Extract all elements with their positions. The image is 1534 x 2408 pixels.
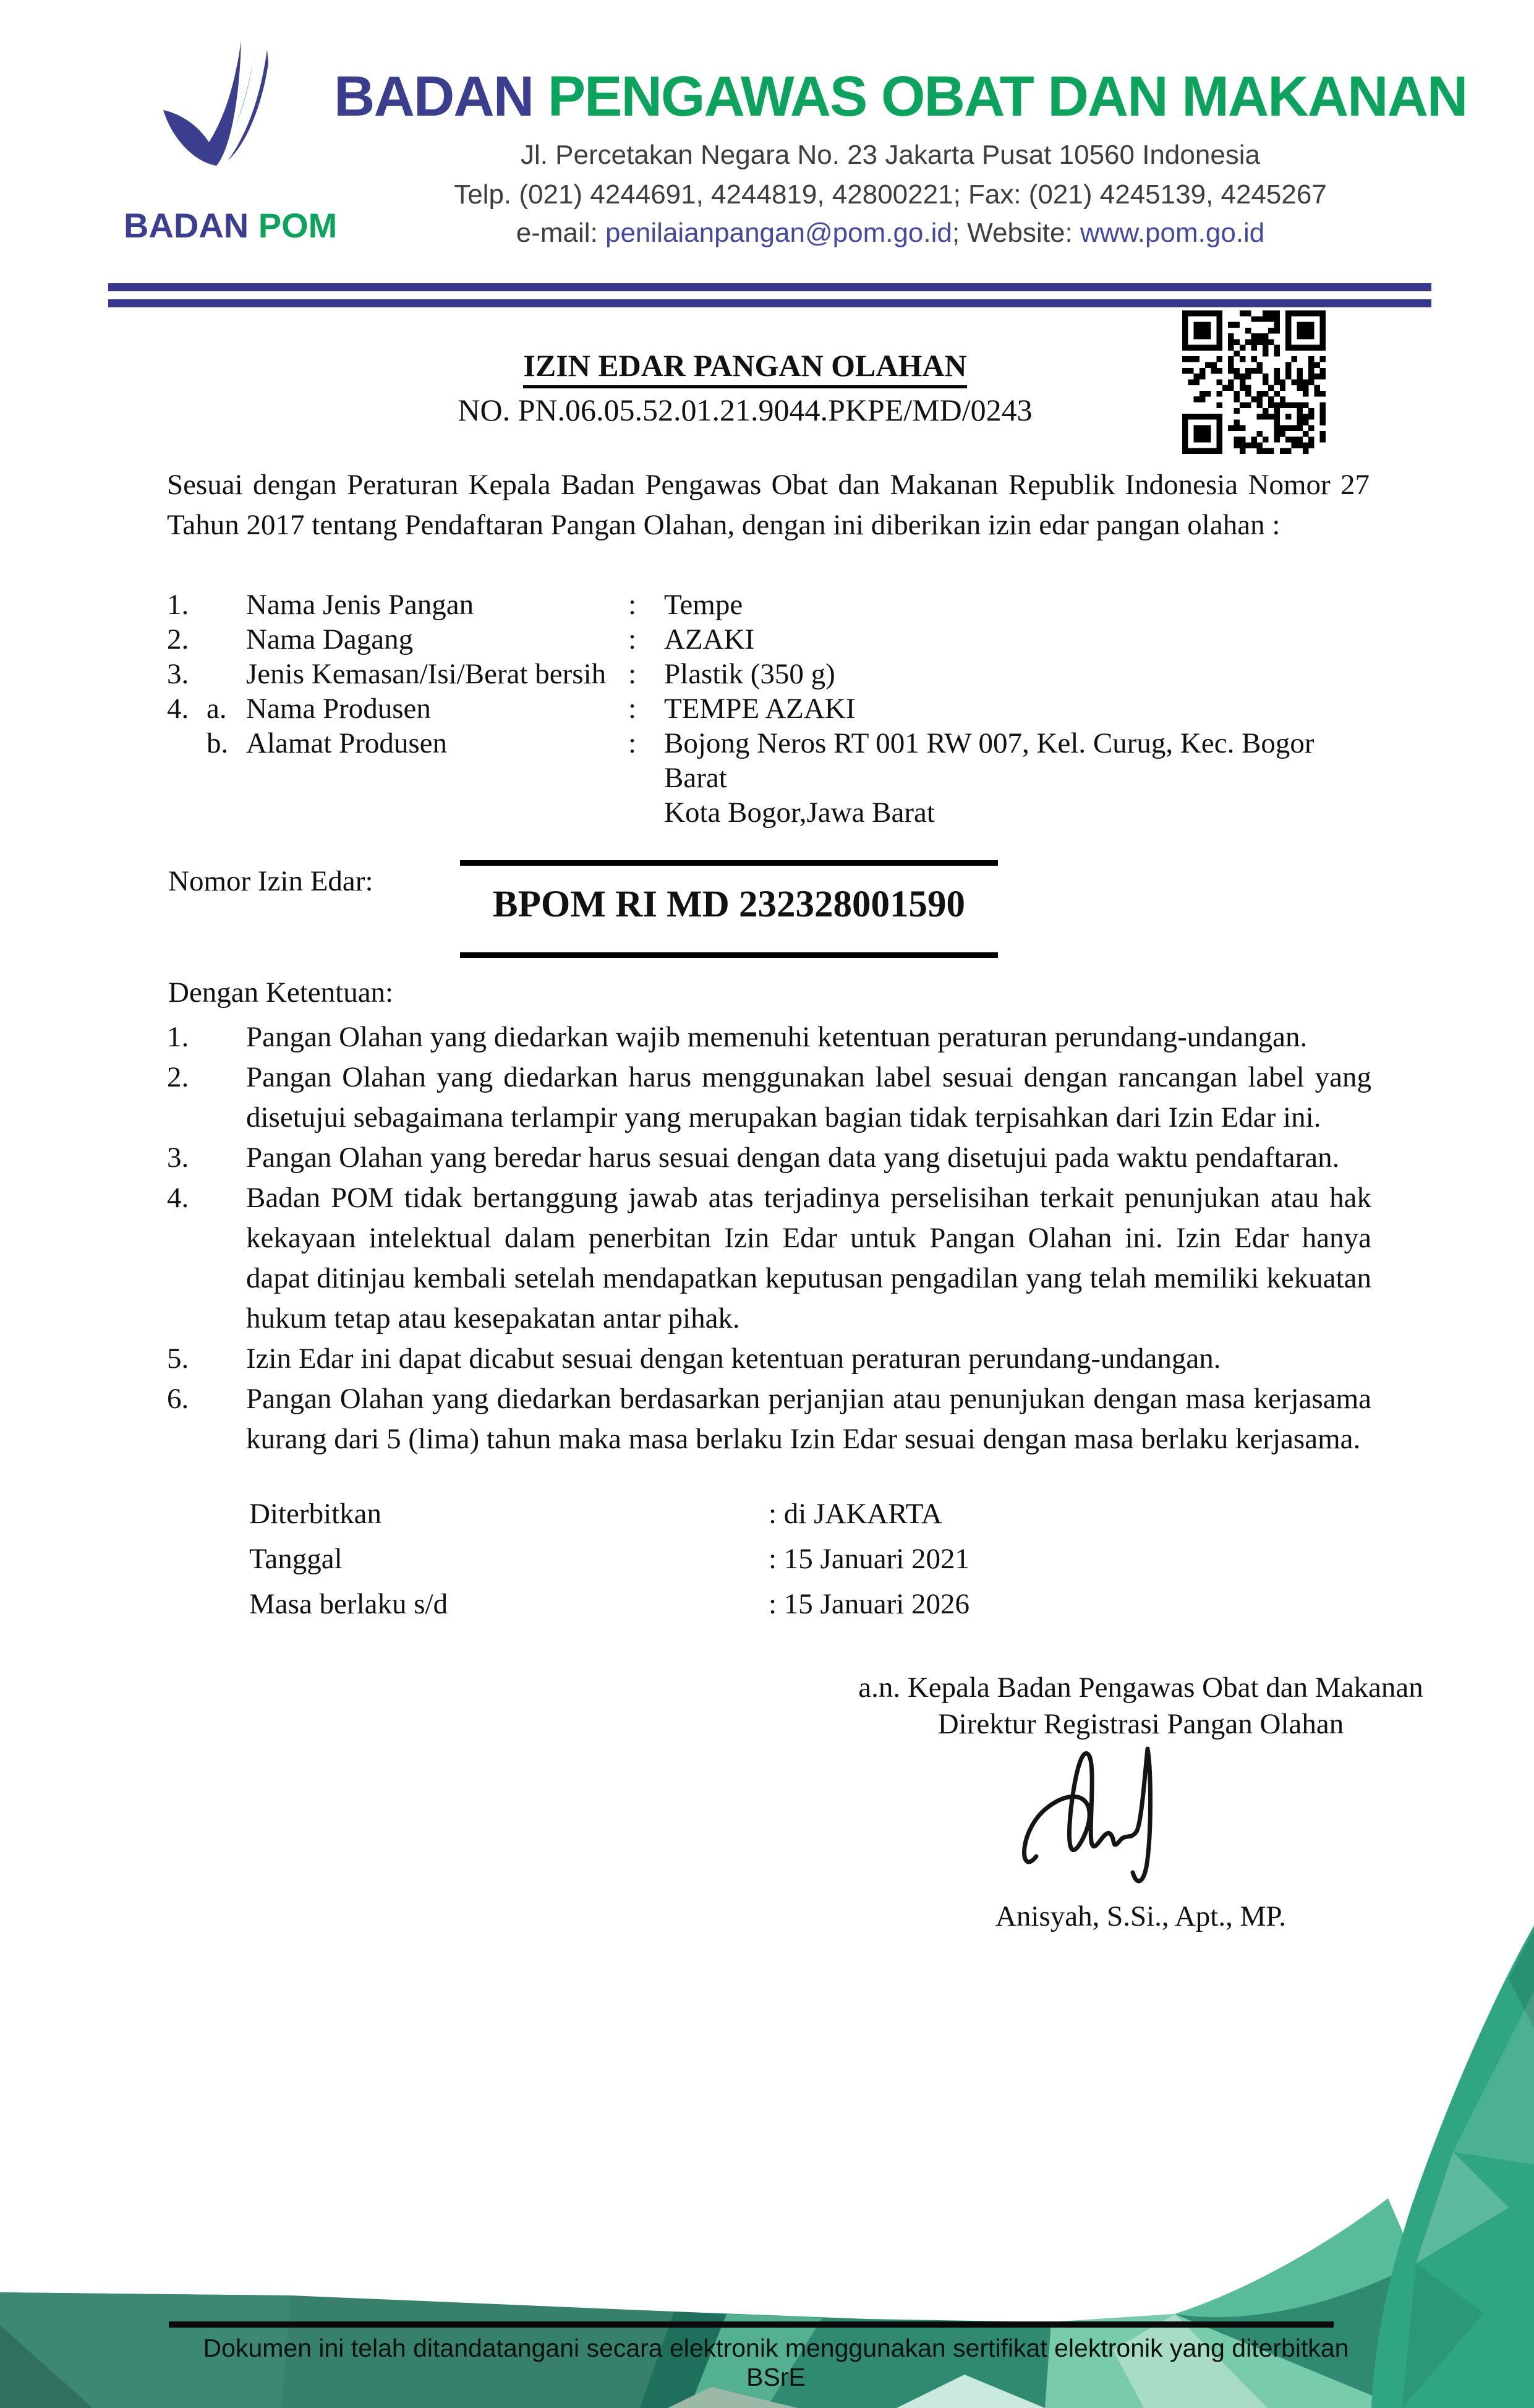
term-text: Pangan Olahan yang diedarkan harus menggunakan label sesuai dengan rancangan label yang disetujui sebagaimana terlampir yang merupakan bagian tidak terpisahkan dari Izin Edar ini. [246, 1061, 1371, 1134]
term-text: Pangan Olahan yang diedarkan wajib memenuhi ketentuan peraturan perundang-undangan. [246, 1021, 1308, 1053]
terms-list [167, 1017, 1371, 1459]
detail-colon: : [628, 623, 637, 655]
issued-label: Masa berlaku s/d [249, 1588, 448, 1620]
signatory-position: Direktur Registrasi Pangan Olahan [937, 1708, 1344, 1740]
website-link[interactable]: www.pom.go.id [1080, 218, 1265, 248]
term-text: Pangan Olahan yang beredar harus sesuai dengan data yang disetujui pada waktu pendaftaran. [246, 1142, 1340, 1174]
footer-note: Dokumen ini telah ditandatangani secara elektronik menggunakan sertifikat elektronik yang diterbitkan BSrE [203, 2334, 1349, 2391]
logo-wordmark [124, 205, 338, 245]
detail-letter: a. [207, 693, 227, 725]
terms-title: Dengan Ketentuan: [168, 976, 394, 1009]
header-divider-top [108, 283, 1431, 291]
issued-row [249, 1500, 1368, 1529]
detail-number: 4. [167, 693, 189, 725]
document-number: NO. PN.06.05.52.01.21.9044.PKPE/MD/0243 [458, 393, 1033, 427]
detail-number: 1. [167, 589, 189, 621]
email-label: e-mail: [516, 218, 605, 248]
term-number: 6. [167, 1383, 189, 1415]
email-link[interactable]: penilaianpangan@pom.go.id [605, 218, 952, 248]
signatory-block [829, 1670, 1453, 1743]
detail-value: TEMPE AZAKI [664, 693, 856, 725]
detail-value: Plastik (350 g) [664, 658, 835, 690]
detail-row [167, 587, 1371, 622]
detail-colon: : [628, 589, 637, 621]
permit-number-label: Nomor Izin Edar: [168, 865, 373, 897]
header-divider-bottom [108, 299, 1431, 307]
term-text: Badan POM tidak bertanggung jawab atas terjadinya perselisihan terkait penunjukan atau hak kekayaan intelektual dalam penerbitan Izin Edar untuk Pangan Olahan ini. Izin Edar hanya dapat ditinjau kembali setelah mendapatkan keputusan pengadilan yang telah memiliki kekuatan hukum tetap atau kesepakatan antar pihak. [246, 1182, 1371, 1334]
signatory-on-behalf: a.n. Kepala Badan Pengawas Obat dan Makanan [858, 1672, 1423, 1704]
agency-phone-fax: Telp. (021) 4244691, 4244819, 42800221; Fax: (021) 4245139, 4245267 [454, 179, 1327, 210]
detail-number: 2. [167, 623, 189, 655]
issued-value: : 15 Januari 2026 [769, 1588, 970, 1620]
issued-value: : di JAKARTA [769, 1498, 942, 1530]
agency-name-part2: PENGAWAS OBAT DAN MAKANAN [547, 65, 1467, 128]
issued-value: : 15 Januari 2021 [769, 1543, 970, 1575]
website-label: ; Website: [952, 218, 1080, 248]
term-number: 2. [167, 1061, 189, 1093]
detail-label: Nama Produsen [246, 693, 431, 725]
detail-letter: b. [207, 727, 229, 759]
term-row [167, 1017, 1371, 1057]
detail-row [167, 657, 1371, 691]
permit-rule-top [460, 860, 998, 866]
permit-rule-bottom [460, 952, 998, 958]
agency-name-part1: BADAN [334, 65, 548, 128]
term-text: Izin Edar ini dapat dicabut sesuai dengan ketentuan peraturan perundang-undangan. [246, 1343, 1221, 1375]
detail-label: Jenis Kemasan/Isi/Berat bersih [246, 658, 607, 690]
agency-address: Jl. Percetakan Negara No. 23 Jakarta Pusat 10560 Indonesia [520, 140, 1261, 170]
term-number: 4. [167, 1182, 189, 1214]
badan-pom-logo-icon [148, 38, 297, 198]
product-details-list [167, 587, 1371, 830]
term-row [167, 1057, 1371, 1138]
term-row [167, 1339, 1371, 1379]
detail-label: Nama Jenis Pangan [246, 589, 474, 621]
signature-image [1014, 1735, 1274, 1896]
logo-word-badan: BADAN [124, 206, 258, 245]
logo-word-pom: POM [258, 206, 338, 245]
term-text: Pangan Olahan yang diedarkan berdasarkan perjanjian atau penunjukan dengan masa kerjasama kurang dari 5 (lima) tahun maka masa berlaku Izin Edar sesuai dengan masa berlaku kerjasama. [246, 1383, 1371, 1455]
detail-value: AZAKI [664, 623, 755, 655]
detail-colon: : [628, 658, 637, 690]
detail-row [167, 726, 1371, 830]
agency-name [334, 64, 1467, 129]
agency-contact-line [334, 218, 1447, 249]
detail-colon: : [628, 693, 637, 725]
document-title: IZIN EDAR PANGAN OLAHAN [346, 348, 1144, 383]
term-number: 3. [167, 1142, 189, 1174]
detail-label: Nama Dagang [246, 623, 414, 655]
term-number: 1. [167, 1021, 189, 1053]
issued-label: Tanggal [249, 1543, 343, 1575]
detail-value-line2: Kota Bogor,Jawa Barat [664, 796, 935, 829]
issued-row [249, 1545, 1368, 1574]
term-row [167, 1178, 1371, 1339]
detail-number: 3. [167, 658, 189, 690]
issued-row [249, 1590, 1368, 1619]
issuance-info [249, 1500, 1368, 1635]
detail-row [167, 691, 1371, 726]
term-row [167, 1138, 1371, 1178]
permit-number-value: BPOM RI MD 232328001590 [492, 884, 966, 925]
footer-divider [169, 2321, 1334, 2328]
detail-colon: : [628, 727, 637, 759]
intro-paragraph: Sesuai dengan Peraturan Kepala Badan Pengawas Obat dan Makanan Republik Indonesia Nomor 27 Tahun 2017 tentang Pendaftaran Pangan Olahan, dengan ini diberikan izin edar pangan olahan : [167, 469, 1370, 541]
detail-value: Bojong Neros RT 001 RW 007, Kel. Curug, Kec. Bogor Barat Kota Bogor,Jawa Barat [664, 726, 1371, 830]
term-number: 5. [167, 1343, 189, 1375]
term-row [167, 1379, 1371, 1459]
qr-code [1182, 308, 1326, 456]
signatory-name: Anisyah, S.Si., Apt., MP. [995, 1900, 1287, 1932]
detail-value: Tempe [664, 589, 743, 621]
detail-label: Alamat Produsen [246, 727, 448, 759]
detail-row [167, 622, 1371, 657]
issued-label: Diterbitkan [249, 1498, 382, 1530]
